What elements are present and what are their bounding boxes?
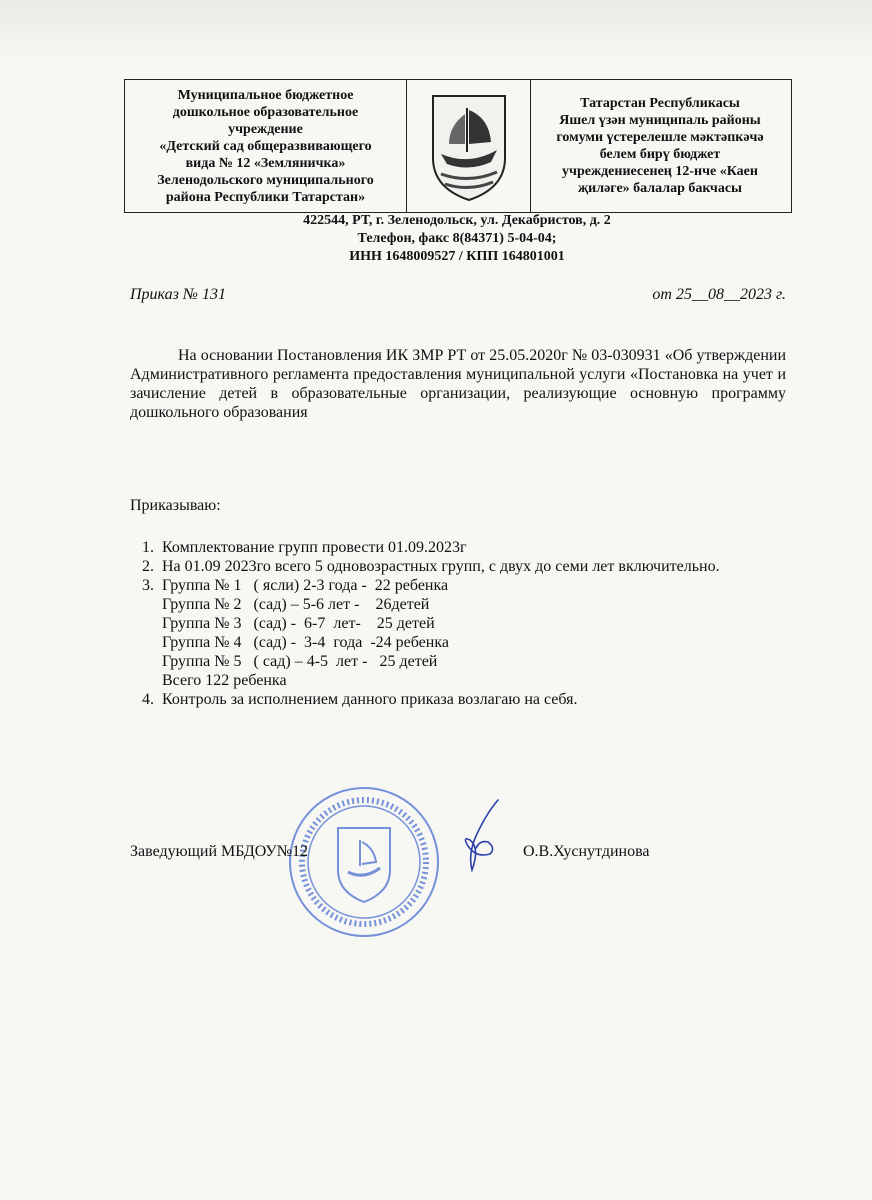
- letterhead-line: учреждение: [228, 121, 303, 137]
- signatory-name: О.В.Хуснутдинова: [523, 843, 650, 860]
- list-item: [130, 538, 786, 557]
- letterhead-line: дошкольное образовательное: [172, 104, 359, 120]
- letterhead-line: җиләге» балалар бакчасы: [578, 181, 742, 196]
- item-number: 1.: [142, 539, 154, 556]
- order-number: Приказ № 131: [130, 286, 226, 303]
- item-text: Контроль за исполнением данного приказа возлагаю на себя.: [162, 691, 578, 708]
- letterhead-tatar: [531, 80, 789, 212]
- letterhead-line: Яшел үзән муниципаль районы: [559, 113, 761, 128]
- round-stamp-icon: [286, 784, 442, 940]
- letterhead-line: Муниципальное бюджетное: [177, 87, 354, 103]
- list-item: [130, 690, 786, 709]
- signatory-position: Заведующий МБДОУ№12: [130, 843, 308, 860]
- item-text: Комплектование групп провести 01.09.2023г: [162, 539, 467, 556]
- letterhead-line: гомуми үстерелешле мәктәпкәчә: [556, 130, 764, 145]
- item-number: 3.: [142, 577, 154, 594]
- list-item: [130, 557, 786, 576]
- scan-shadow: [0, 0, 872, 60]
- group-line: Группа № 4 (сад) - 3-4 года -24 ребенка: [162, 634, 449, 651]
- group-line: Группа № 1 ( ясли) 2-3 года - 22 ребенка: [162, 577, 449, 594]
- address-block: [124, 212, 790, 266]
- preamble-text: На основании Постановления ИК ЗМР РТ от 25.05.2020г № 03-030931 «Об утверждении Административного регламента предоставления муниципальной услуги «Постановка на учет и зачисление детей в образовательные организации, реализующие основную программу дошкольного образования: [130, 347, 786, 421]
- emblem-cell: [407, 80, 531, 212]
- list-item: [130, 576, 786, 690]
- tax-id-line: ИНН 1648009527 / КПП 164801001: [349, 249, 565, 264]
- letterhead-line: вида № 12 «Земляничка»: [185, 155, 346, 171]
- letterhead-line: Татарстан Республикасы: [580, 96, 740, 111]
- letterhead-line: «Детский сад общеразвивающего: [159, 138, 372, 154]
- group-line: Группа № 3 (сад) - 6-7 лет- 25 детей: [162, 615, 435, 632]
- letterhead-line: учреждениесенең 12-нче «Каен: [562, 164, 758, 179]
- order-items: [130, 538, 786, 709]
- letterhead-russian: [125, 80, 407, 212]
- group-list: [162, 576, 786, 690]
- group-line: Группа № 5 ( сад) – 4-5 лет - 25 детей: [162, 653, 438, 670]
- letterhead-line: Зеленодольского муниципального: [157, 172, 374, 188]
- order-date: от 25__08__2023 г.: [652, 286, 786, 303]
- item-text: На 01.09 2023го всего 5 одновозрастных групп, с двух до семи лет включительно.: [162, 558, 720, 575]
- letterhead-line: района Республики Татарстан»: [165, 189, 366, 205]
- address-line: 422544, РТ, г. Зеленодольск, ул. Декабристов, д. 2: [303, 213, 611, 228]
- order-header: [130, 286, 786, 304]
- coat-of-arms-ship-icon: [427, 88, 511, 204]
- preamble: [130, 346, 786, 422]
- total-line: Всего 122 ребенка: [162, 672, 287, 689]
- item-number: 4.: [142, 691, 154, 708]
- item-number: 2.: [142, 558, 154, 575]
- handwritten-signature-icon: [440, 796, 520, 876]
- group-line: Группа № 2 (сад) – 5-6 лет - 26детей: [162, 596, 430, 613]
- decree-word: Приказываю:: [130, 497, 221, 514]
- phone-line: Телефон, факс 8(84371) 5-04-04;: [357, 231, 557, 246]
- letterhead-line: белем бирү бюджет: [599, 147, 721, 162]
- letterhead: [124, 79, 792, 213]
